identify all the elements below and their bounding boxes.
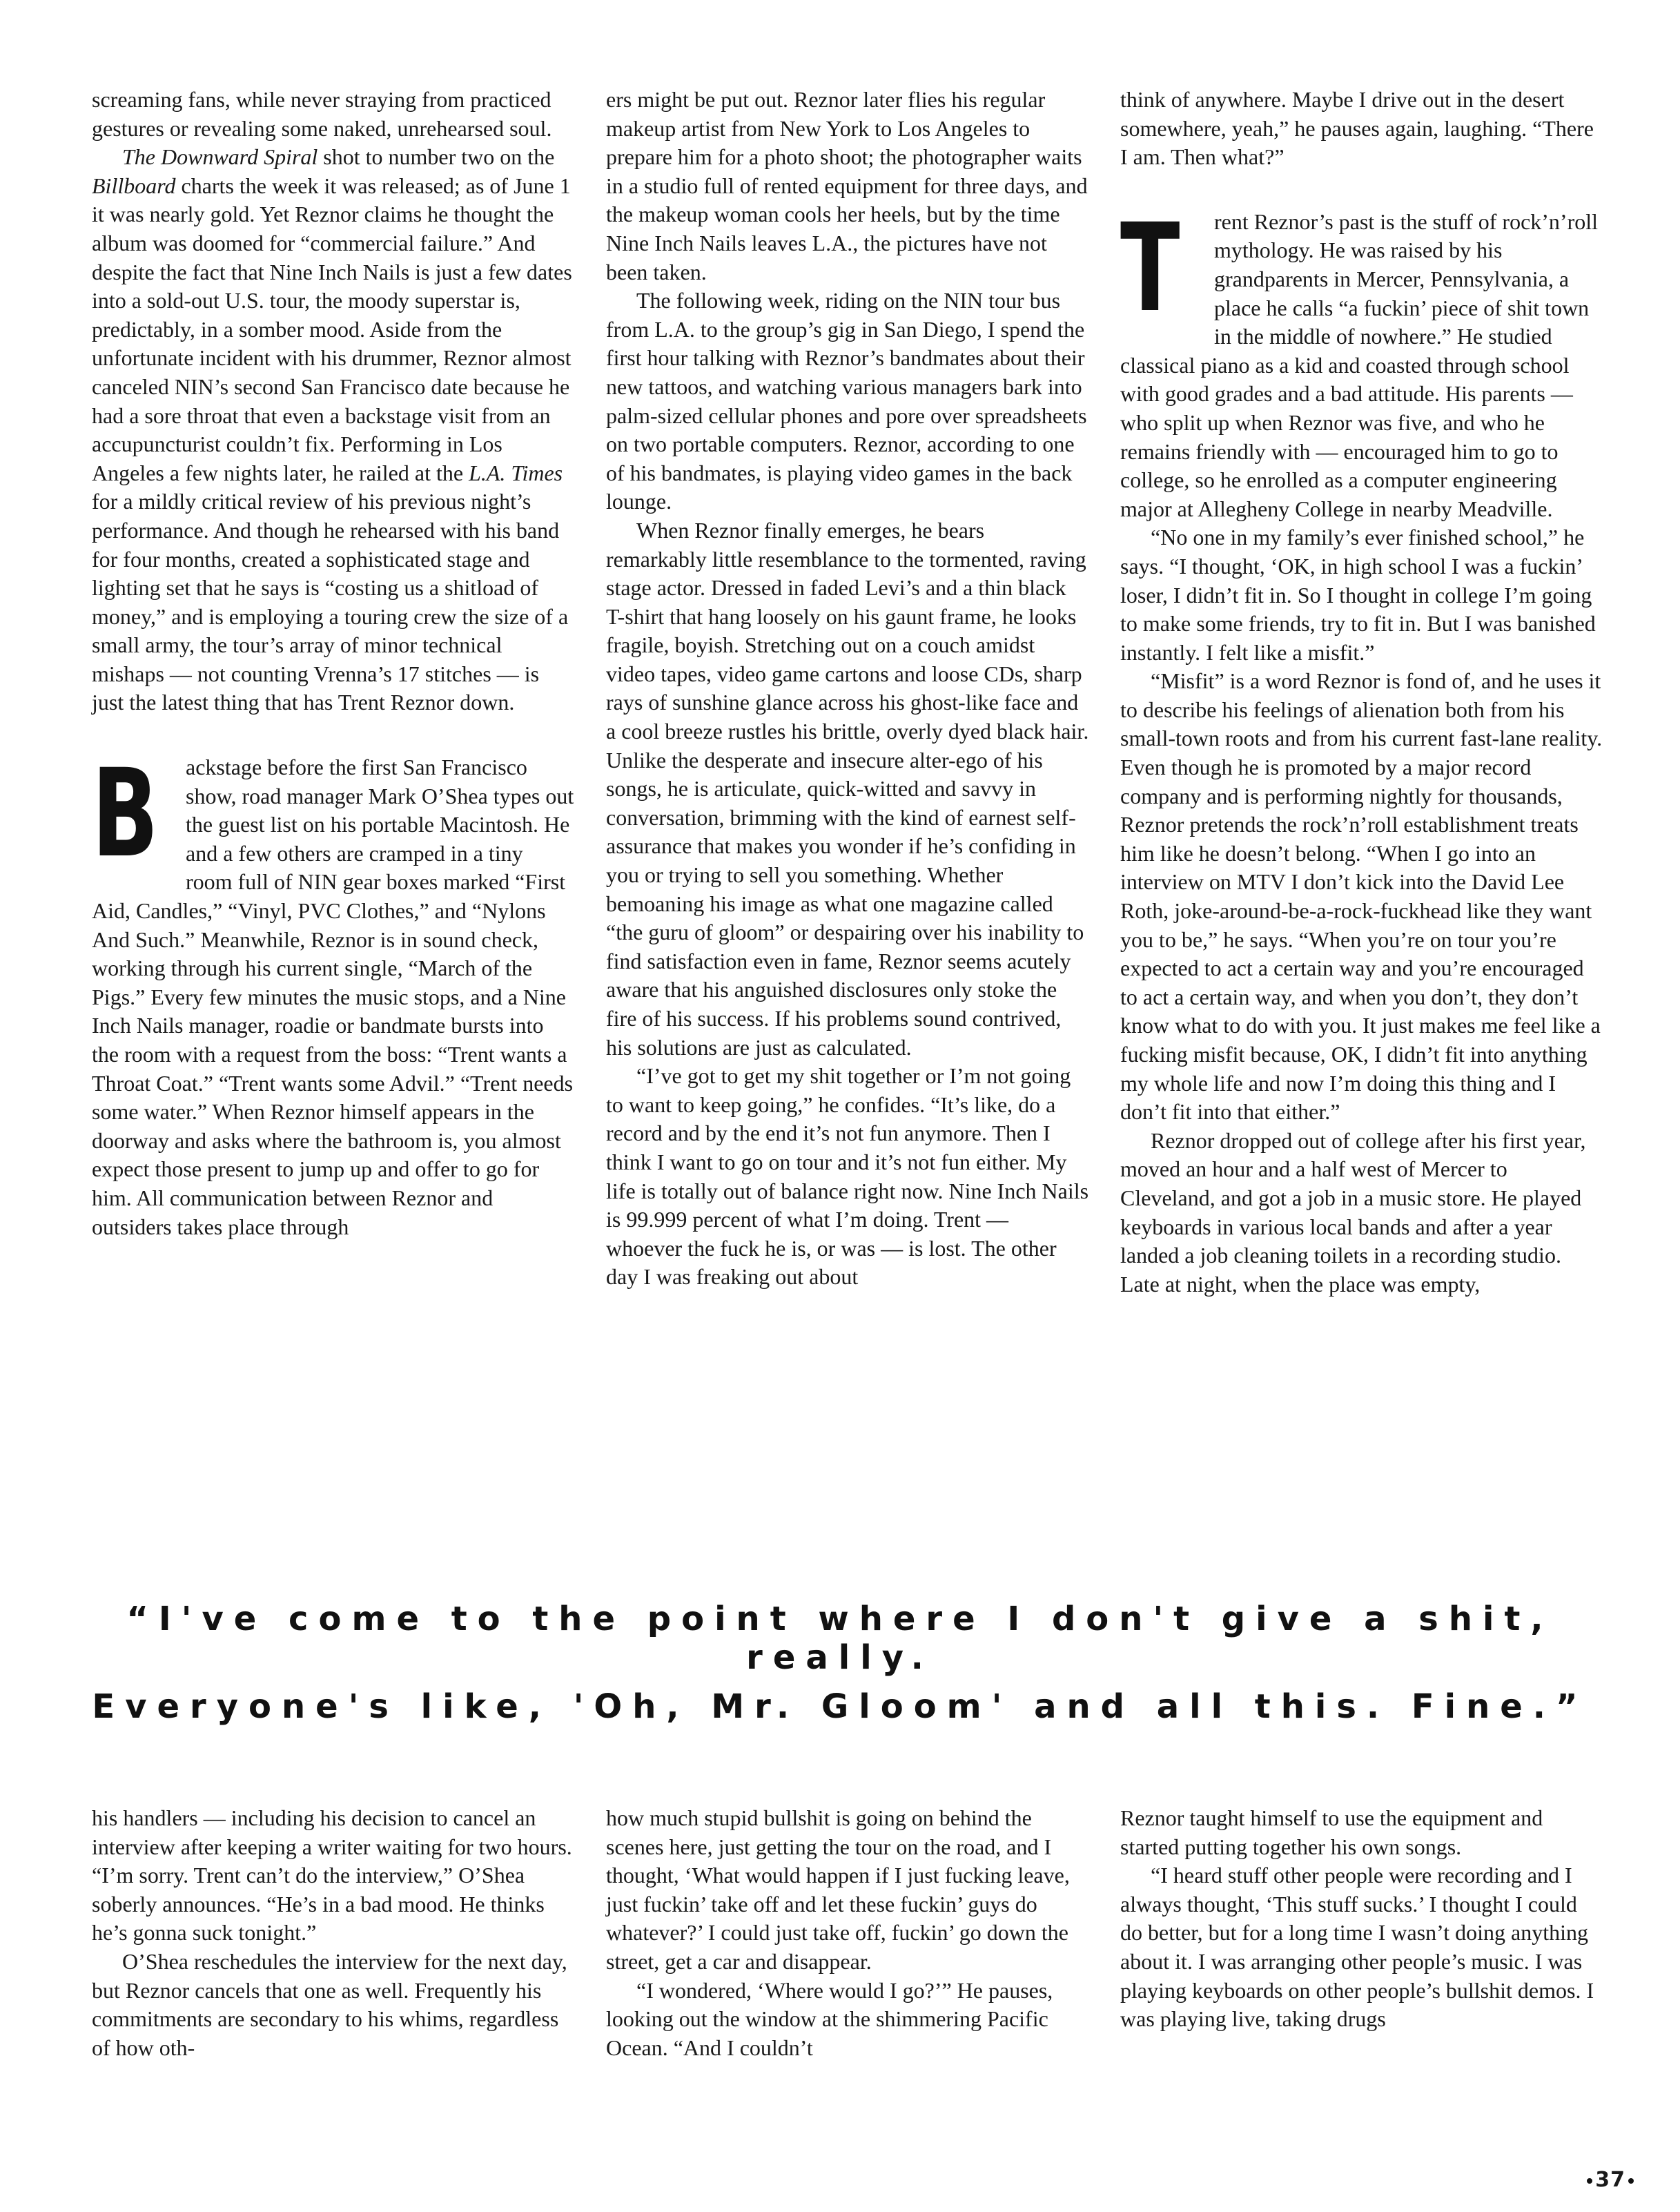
drop-cap: B [92,743,159,885]
magazine-name: Billboard [92,173,176,198]
page-number [1584,2168,1637,2192]
paragraph: screaming fans, while never straying from practiced gestures or revealing some naked, unrehearsed soul. [92,87,552,141]
paragraph: “I wondered, ‘Where would I go?’” He pauses, looking out the window at the shimmering Pacific Ocean. “And I couldn’t [606,1977,1053,2060]
paragraph: Reznor dropped out of college after his first year, moved an hour and a half west of Mercer to Cleveland, and got a job in a music store. He played keyboards in various local bands and after a year landed a job cleaning toilets in a recording studio. Late at night, when the place was empty, [1120,1127,1586,1297]
page-number-text: 37 [1595,2168,1625,2192]
paragraph-text: for a mildly critical review of his previous night’s performance. And though he rehearsed with his band for four months, created a sophisticated stage and lighting set that he says is “costing us a shitload of money,” and is employing a touring crew the size of a small army, the tour’s array of minor technical mishaps — not counting Vrenna’s 17 stitches — is just the latest thing that has Trent Reznor down. [92,489,569,715]
article-column-5 [606,1804,1089,2062]
article-column-3 [1120,86,1603,1299]
paragraph: “No one in my family’s ever finished school,” he says. “I thought, ‘OK, in high school I was a fuckin’ loser, I didn’t fit in. So I thought in college I’m going to make some friends, try to fit in. But I was banished instantly. I felt like a misfit.” [1120,525,1596,665]
paragraph [1120,197,1603,524]
paragraph: how much stupid bullshit is going on behind the scenes here, just getting the tour on the road, and I thought, ‘What would happen if I just fucking leave, just fuckin’ take off and let these fuckin’ guys do whatever?’ I could just take off, fuckin’ go down the street, get a car and disappear. [606,1805,1070,1974]
paragraph: “I’ve got to get my shit together or I’m not going to want to keep going,” he confides. “It’s like, do a record and by the end it’s not fun anymore. Then I think I want to go on tour and it’s not fun either. My life is totally out of balance right now. Nine Inch Nails is 99.999 percent of what I’m doing. Trent — whoever the fuck he is, or was — is lost. The other day I was freaking out about [606,1063,1089,1290]
article-column-2 [606,86,1089,1292]
article-column-4 [92,1804,575,2062]
article-column-6 [1120,1804,1603,2034]
paragraph: “Misfit” is a word Reznor is fond of, and he uses it to describe his feelings of alienation both from his small-town roots and from his current fast-lane reality. Even though he is promoted by a major record company and is performing nightly for thousands, Reznor pretends the rock’n’roll establishment treats him like he doesn’t belong. “When I go into an interview on MTV I don’t kick into the David Lee Roth, joke-around-be-a-rock-fuckhead like they want you to be,” he says. “When you’re on tour you’re expected to act a certain way and you’re encouraged to act a certain way, and when you don’t, they don’t know what to do with you. It just makes me feel like a fucking misfit because, OK, I didn’t fit into anything my whole life and now I’m doing this thing and I don’t fit into that either.” [1120,668,1603,1125]
paragraph: O’Shea reschedules the interview for the next day, but Reznor cancels that one as well. Frequently his commitments are secondary to his whims, regardless of how oth- [92,1948,567,2060]
pull-quote-line-2: Everyone's like, 'Oh, Mr. Gloom' and all this. Fine.” [92,1687,1588,1726]
bullet-icon [1587,2178,1592,2184]
paragraph: The following week, riding on the NIN tour bus from L.A. to the group’s gig in San Diego, I spend the first hour talking with Reznor’s bandmates about their new tattoos, and watching various managers bark into palm-sized cellular phones and pore over spreadsheets on two portable computers. Reznor, according to one of his bandmates, is playing video games in the back lounge. [606,288,1087,514]
paragraph-text: shot to number two on the [318,144,555,170]
paragraph-text: charts the week it was released; as of June 1 it was nearly gold. Yet Reznor claims he thought the album was doomed for “commercial failure.” And despite the fact that Nine Inch Nails is just a few dates into a sold-out U.S. tour, the moody superstar is, predictably, in a somber mood. Aside from the unfortunate incident with his drummer, Reznor almost canceled NIN’s second San Francisco date because he had a sore throat that even a backstage visit from an accupuncturist couldn’t fix. Performing in Los Angeles a few nights later, he railed at the [92,173,572,485]
paragraph: think of anywhere. Maybe I drive out in the desert somewhere, yeah,” he pauses again, laughing. “There I am. Then what?” [1120,87,1594,170]
paragraph: “I heard stuff other people were recording and I always thought, ‘This stuff sucks.’ I thought I could do better, but for a long time I wasn’t doing anything about it. I was arranging other people’s music. I was playing keyboards on other people’s bullshit demos. I was playing live, taking drugs [1120,1863,1594,2032]
paragraph: When Reznor finally emerges, he bears remarkably little resemblance to the tormented, raving stage actor. Dressed in faded Levi’s and a thin black T-shirt that hang loosely on his gaunt frame, he looks fragile, boyish. Stretching out on a couch amidst video tapes, video game cartons and loose CDs, sharp rays of sunshine glance across his ghost-like face and a cool breeze rustles his brittle, overly dyed black hair. Unlike the desperate and insecure alter-ego of his songs, he is articulate, quick-witted and savvy in conversation, brimming with the kind of earnest self-assurance that makes you wonder if he’s confiding in you or trying to sell you something. Whether bemoaning his image as what one magazine called “the guru of gloom” or despairing over his inability to find satisfaction even in fame, Reznor seems acutely aware that his anguished disclosures only stoke the fire of his success. If his problems sound contrived, his solutions are just as calculated. [606,517,1089,1060]
paragraph-text: rent Reznor’s past is the stuff of rock’n’roll mythology. He was raised by his grandparents in Mercer, Pennsylvania, a place he calls “a fuckin’ piece of shit town in the middle of nowhere.” He studied classical piano as a kid and coasted through school with good grades and a bad attitude. His parents — who split up when Reznor was five, and who he remains friendly with — encouraged him to go to college, so he enrolled as a computer engineering major at Allegheny College in nearby Meadville. [1120,208,1599,521]
paragraph [92,743,575,1241]
paragraph: his handlers — including his decision to cancel an interview after keeping a writer waiting for two hours. “I’m sorry. Trent can’t do the interview,” O’Shea soberly announces. “He’s in a bad mood. He thinks he’s gonna suck tonight.” [92,1805,572,1946]
drop-cap: T [1120,197,1180,339]
article-column-1 [92,86,575,1241]
album-title: The Downward Spiral [122,144,318,170]
pull-quote-line-1: “I've come to the point where I don't give a shit, really. [126,1600,1554,1677]
bullet-icon [1628,2178,1634,2184]
paragraph-text: ackstage before the first San Francisco show, road manager Mark O’Shea types out the guest list on his portable Macintosh. He and a few others are cramped in a tiny room full of NIN gear boxes marked “First Aid, Candles,” “Vinyl, PVC Clothes,” and “Nylons And Such.” Meanwhile, Reznor is in sound check, working through his current single, “March of the Pigs.” Every few minutes the music stops, and a Nine Inch Nails manager, roadie or bandmate bursts into the room with a request from the boss: “Trent wants a Throat Coat.” “Trent wants some Advil.” “Trent needs some water.” When Reznor himself appears in the doorway and asks where the bathroom is, you almost expect those present to jump up and offer to go for him. All communication between Reznor and outsiders takes place through [92,755,574,1239]
paragraph: ers might be put out. Reznor later flies his regular makeup artist from New York to Los Angeles to prepare him for a photo shoot; the photographer waits in a studio full of rented equipment for three days, and the makeup woman cools her heels, but by the time Nine Inch Nails leaves L.A., the pictures have not been taken. [606,87,1088,284]
newspaper-name: L.A. Times [469,460,563,485]
paragraph: Reznor taught himself to use the equipment and started putting together his own songs. [1120,1805,1543,1859]
paragraph [92,143,575,717]
